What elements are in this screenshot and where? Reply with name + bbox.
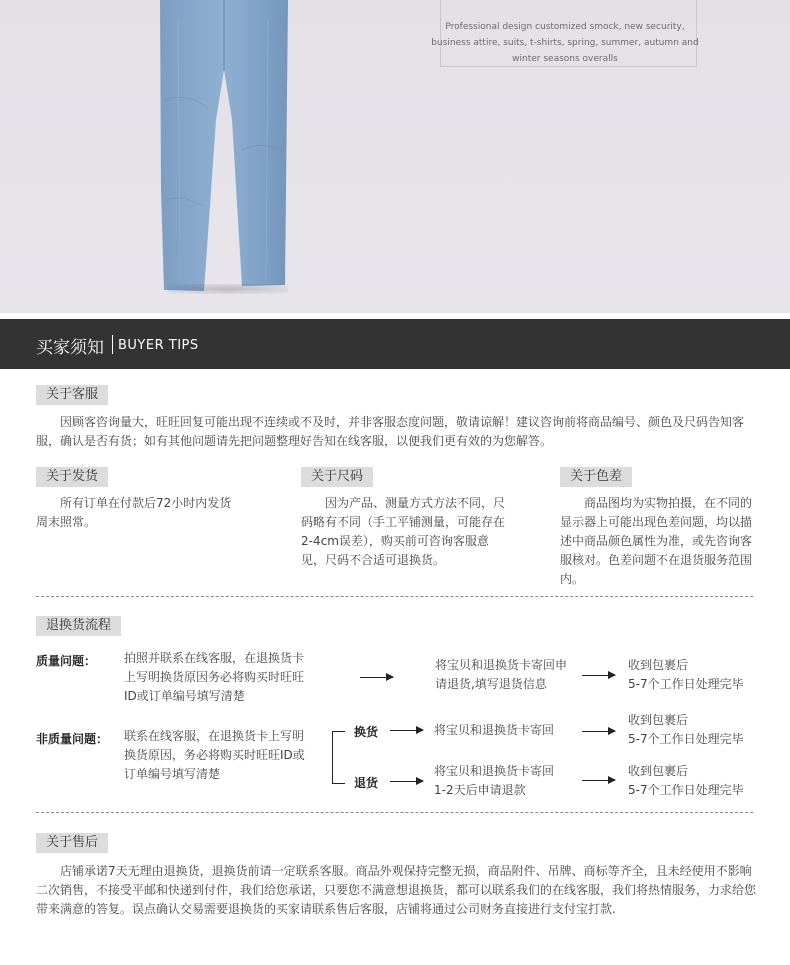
quality-label: 质量问题： [36, 654, 97, 668]
quality-result: 收到包裹后 5-7个工作日处理完毕 [628, 658, 744, 691]
arrow-icon [582, 675, 615, 676]
pants-shadow [168, 284, 288, 294]
banner-title-cn: 买家须知 [36, 338, 104, 358]
exchange-step: 将宝贝和退换货卡寄回 [434, 723, 555, 737]
return-label: 退货 [354, 776, 379, 790]
pants-image [158, 0, 290, 292]
service-heading: 关于客服 [36, 385, 108, 405]
product-caption: Professional design customized smock, new security, business attire, suits, t-shirts, spring, summer, autumn and winter seasons overalls [431, 22, 699, 64]
exchange-label: 换货 [354, 725, 379, 739]
divider-dashed [36, 812, 753, 813]
branch-bracket [332, 731, 345, 784]
color-text: 商品图均为实物拍摄，在不同的显示器上可能出现色差问题，均以描述中商品颜色属性为准，或先咨询客服核对。色差问题不在退货服务范围内。 [560, 496, 753, 586]
banner-divider [112, 335, 113, 354]
buyer-tips-banner [0, 319, 790, 369]
arrow-icon [582, 731, 615, 732]
nonquality-label: 非质量问题： [36, 732, 109, 746]
arrow-icon [390, 730, 423, 731]
divider-dashed [36, 596, 753, 597]
quality-desc: 拍照并联系在线客服，在退换货卡上写明换货原因务必将购买时旺旺ID或订单编号填写清楚 [124, 651, 305, 703]
return-step: 将宝贝和退换货卡寄回 1-2天后申请退款 [434, 764, 555, 797]
aftersale-text: 店铺承诺7天无理由退换货，退换货前请一定联系客服。商品外观保持完整无损，商品附件、吊牌、商标等齐全，且未经使用不影响二次销售，不接受平邮和快递到付件，我们给您承诺，只要您不满意想退换货，都可以联系我们的在线客服，我们将热情服务，力求给您带来满意的答复。误点确认交易需要退换货的买家请联系售后客服，店铺将通过公司财务直接进行支付宝打款. [36, 864, 757, 916]
nonquality-desc: 联系在线客服，在退换货卡上写明换货原因，务必将购买时旺旺ID或订单编号填写清楚 [124, 729, 305, 781]
exchange-result: 收到包裹后 5-7个工作日处理完毕 [628, 713, 744, 746]
size-text: 因为产品、测量方式方法不同，尺码略有不同（手工平铺测量，可能存在2-4cm误差），购买前可咨询客服意见，尺码不合适可退换货。 [301, 496, 506, 567]
color-heading: 关于色差 [560, 467, 632, 487]
shipping-heading: 关于发货 [36, 467, 108, 487]
return-result: 收到包裹后 5-7个工作日处理完毕 [628, 764, 744, 797]
shipping-text: 所有订单在付款后72小时内发货周末照常。 [36, 496, 232, 529]
aftersale-heading: 关于售后 [36, 833, 108, 853]
arrow-icon [390, 781, 423, 782]
arrow-icon [582, 780, 615, 781]
quality-step: 将宝贝和退换货卡寄回申请退货,填写退货信息 [435, 658, 568, 691]
banner-title-en: BUYER TIPS [118, 338, 199, 353]
arrow-icon [360, 677, 393, 678]
product-photo [0, 0, 790, 313]
service-text: 因顾客咨询量大，旺旺回复可能出现不连续或不及时，并非客服态度问题，敬请谅解！建议咨询前将商品编号、颜色及尺码告知客服，确认是否有货；如有其他问题请先把问题整理好告知在线客服，以便我们更有效的为您解答。 [36, 415, 745, 448]
returns-heading: 退换货流程 [36, 616, 121, 636]
size-heading: 关于尺码 [301, 467, 373, 487]
